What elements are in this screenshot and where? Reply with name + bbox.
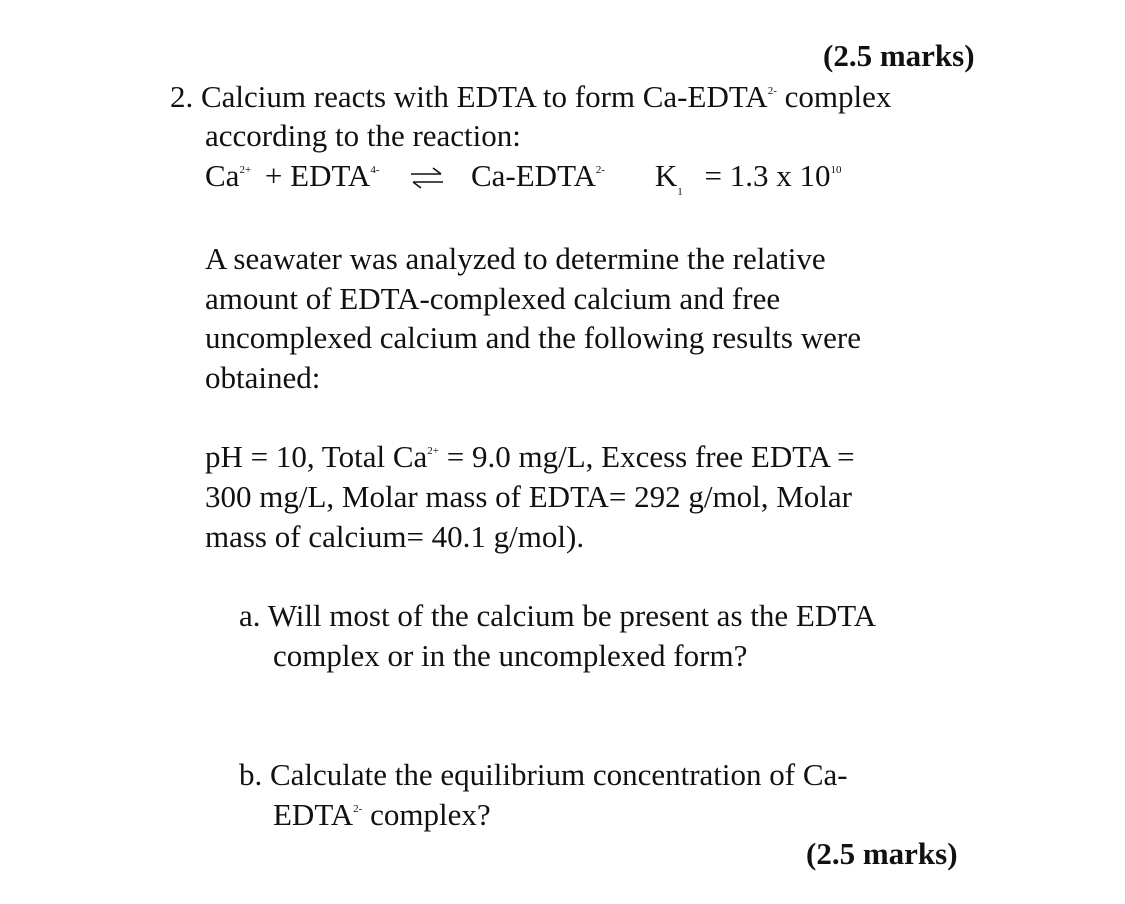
part-b-line-1: b. Calculate the equilibrium concentration of Ca-: [239, 757, 848, 792]
part-a-line-2: complex or in the uncomplexed form?: [273, 638, 748, 673]
edta-charge: 4-: [370, 164, 380, 176]
conditions-line-2: 300 mg/L, Molar mass of EDTA= 292 g/mol, Molar: [205, 479, 852, 514]
product-charge: 2-: [595, 164, 606, 176]
conditions-line-1: [205, 437, 855, 477]
paragraph-line-1: A seawater was analyzed to determine the relative: [205, 241, 826, 276]
conditions-ca-charge: 2+: [427, 445, 439, 457]
conditions-edta: = 9.0 mg/L, Excess free EDTA =: [438, 439, 855, 474]
part-b-charge: 2-: [353, 803, 363, 815]
marks-bottom: (2.5 marks): [806, 836, 958, 871]
part-b-complex: complex?: [362, 797, 491, 832]
reaction-equation: [205, 156, 841, 199]
k-value: = 1.3 x 10: [704, 158, 831, 193]
marks-top: (2.5 marks): [823, 38, 975, 73]
calcium-charge: 2+: [239, 164, 252, 176]
product-ca-edta: Ca-EDTA: [470, 158, 596, 193]
conditions-ph-total-ca: pH = 10, Total Ca: [205, 439, 428, 474]
paragraph-line-2: amount of EDTA-complexed calcium and free: [205, 281, 781, 316]
intro-tail: complex: [784, 79, 892, 114]
k-exponent: 10: [830, 164, 842, 176]
reactant-edta: + EDTA: [264, 158, 371, 193]
question-number: 2.: [170, 79, 194, 114]
intro-text: Calcium reacts with EDTA to form Ca-EDTA: [201, 79, 768, 114]
paragraph-line-4: obtained:: [205, 360, 321, 395]
part-b-line-2: [273, 795, 491, 835]
k-subscript: 1: [677, 186, 683, 198]
question-intro-line2: according to the reaction:: [205, 118, 521, 153]
paragraph-line-3: uncomplexed calcium and the following results were: [205, 320, 861, 355]
part-b-edta: EDTA: [273, 797, 354, 832]
part-a-line-1: a. Will most of the calcium be present as the EDTA: [239, 598, 877, 633]
intro-charge: 2-: [767, 85, 777, 97]
k-symbol: K: [654, 158, 678, 193]
question-intro-line1: [170, 77, 891, 117]
equilibrium-arrow-icon: [409, 159, 445, 199]
reactant-calcium: Ca: [205, 158, 240, 193]
conditions-line-3: mass of calcium= 40.1 g/mol).: [205, 519, 585, 554]
